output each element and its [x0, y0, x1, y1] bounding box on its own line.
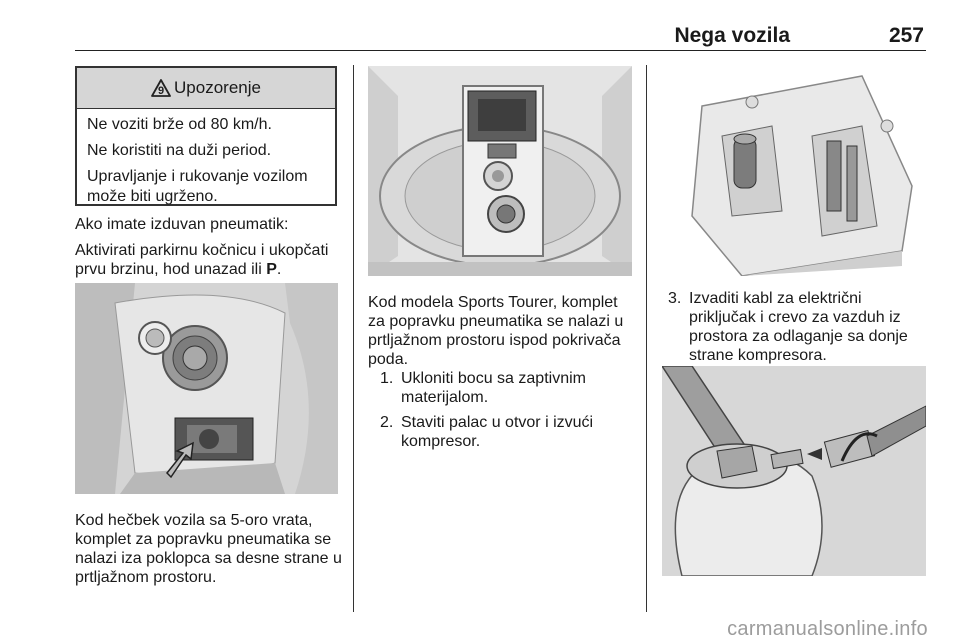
step-item: [380, 369, 636, 407]
flat-tire-intro: Ako imate izduvan pneumatik:: [75, 216, 289, 233]
step-number: 1.: [380, 370, 394, 387]
column-divider-1: [353, 65, 354, 612]
section-title: Nega vozila: [674, 24, 790, 47]
period: .: [276, 261, 282, 278]
parking-brake-instruction: [75, 241, 350, 279]
steps-list-col3: [668, 289, 930, 371]
hatchback-location-text: Kod hečbek vozila sa 5-oro vrata, komplet za popravku pneumatika se nalazi iza poklopca sa desne strane u prtljažnom prostoru.: [75, 512, 342, 586]
step-text: Izvaditi kabl za električni priključak i crevo za vazduh iz prostora za odlaganje sa donje strane kompresora.: [689, 290, 908, 364]
hatchback-illustration: [75, 283, 338, 494]
step-number: 3.: [668, 290, 682, 307]
figure-sports-tourer-trunk: [368, 66, 632, 276]
parking-brake-text: Aktivirati parkirnu kočnicu i ukopčati prvu brzinu, hod unazad ili: [75, 242, 329, 278]
figure-compressor-top: [662, 66, 926, 276]
step-number: 2.: [380, 414, 394, 431]
warning-line: Ne koristiti na duži period.: [87, 142, 272, 159]
compressor-illustration: [662, 66, 926, 276]
sports-tourer-location-text: Kod modela Sports Tourer, komplet za popravku pneumatika se nalazi u prtljažnom prostoru ispod pokrivača poda.: [368, 294, 624, 368]
steps-list-col2: [380, 369, 636, 457]
warning-box: [75, 66, 337, 206]
sports-tourer-illustration: [368, 66, 632, 276]
watermark: carmanualsonline.info: [727, 618, 928, 640]
step-item: [380, 413, 636, 451]
warning-title: Upozorenje: [174, 78, 261, 97]
svg-text:9: 9: [157, 85, 165, 97]
figure-hatchback-cover: [75, 283, 338, 494]
warning-triangle-icon: [151, 79, 171, 97]
page-number: 257: [888, 24, 924, 47]
header-divider: [75, 50, 926, 51]
step-text: Ukloniti bocu sa zaptivnim materijalom.: [401, 370, 586, 406]
column-divider-2: [646, 65, 647, 612]
warning-line: Ne voziti brže od 80 km/h.: [87, 116, 272, 133]
figure-hose-connection: [662, 366, 926, 576]
gear-p-label: P: [266, 261, 277, 278]
hose-connection-illustration: [662, 366, 926, 576]
warning-header: [77, 68, 335, 109]
warning-line: Upravljanje i rukovanje vozilom može biti ugrženo.: [87, 168, 308, 205]
step-item: [668, 289, 930, 365]
step-text: Staviti palac u otvor i izvući kompresor.: [401, 414, 594, 450]
